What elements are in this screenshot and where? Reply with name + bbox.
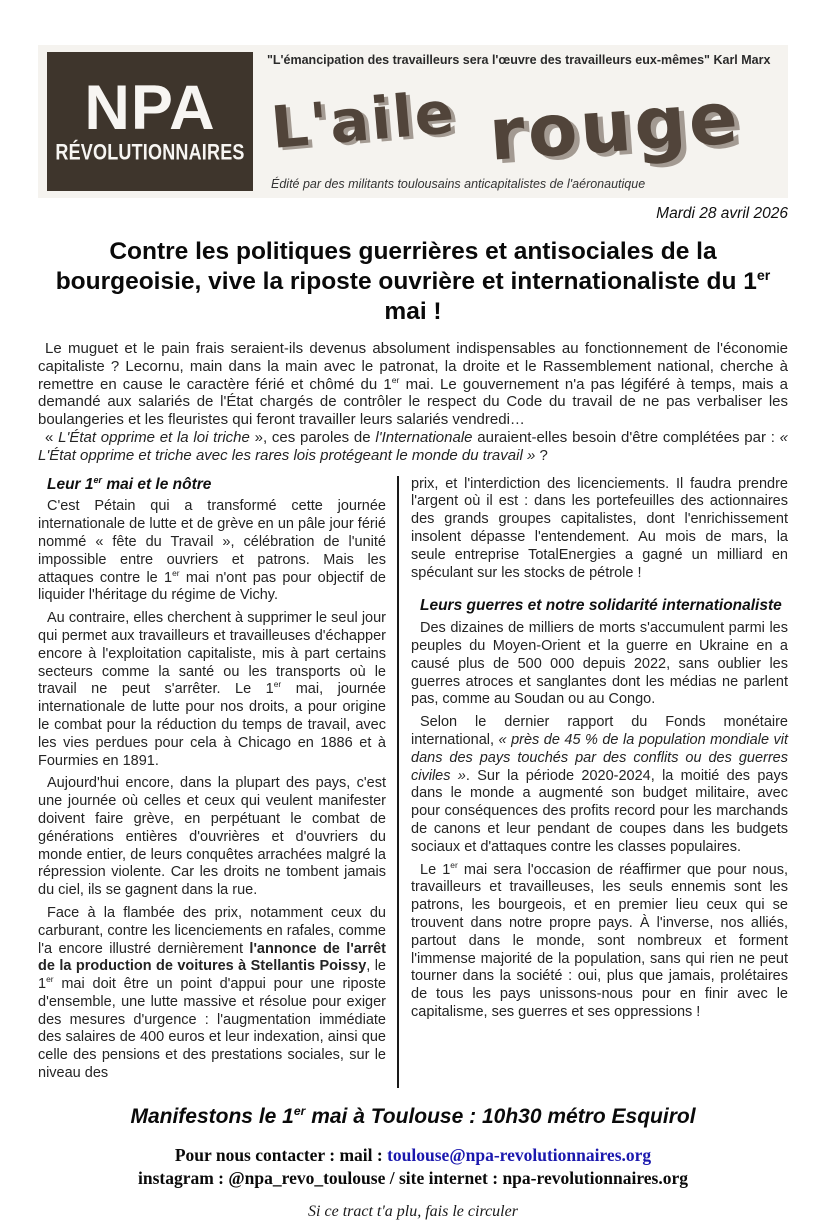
paper-title-word-1: L'aile [268, 78, 459, 162]
email-link: toulouse@npa-revolutionnaires.org [387, 1144, 652, 1165]
body-paragraph: prix, et l'interdiction des licenciements. Il faudra prendre l'argent où il est : dans les portefeuilles des actionnaires des grands groupes capitalistes, dont l'enrichissement insolent dépasse l'entendement. Au mois de mars, la seule entreprise TotalEnergies a gagné un milliard en spéculant sur les stocks de pétrole ! [411, 475, 788, 581]
body-paragraph: Des dizaines de milliers de morts s'accumulent parmi les peuples du Moyen-Orient et la guerre en Ukraine en a causé plus de 500 000 depuis 2022, sans oublier les guerres atroces et sanglantes dont les médias ne parlent pas, comme au Soudan ou au Congo. [411, 620, 788, 708]
edited-by-line: Édité par des militants toulousains anticapitalistes de l'aéronautique [271, 177, 646, 191]
paper-title-word-2: rouge [486, 75, 744, 177]
closing-line: Si ce tract t'a plu, fais le circuler [308, 1202, 518, 1220]
paper-title [267, 70, 779, 182]
intro-paragraph-2: « L'État opprime et la loi triche », ces paroles de l'Internationale auraient-elles besoin d'être complétées par : « L'État opprime et triche avec les rares lois protégeant le monde du travail » ? [38, 428, 789, 464]
contact-line-2: instagram : @npa_revo_toulouse / site internet : npa-revolutionnaires.org [137, 1167, 688, 1188]
right-column [399, 476, 788, 1088]
contact-line-1 [38, 1144, 788, 1167]
section-title-right: Leurs guerres et notre solidarité internationaliste [420, 597, 782, 615]
manifestation-call: Manifestons le 1er mai à Toulouse : 10h30 métro Esquirol [130, 1103, 696, 1128]
body-paragraph: C'est Pétain qui a transformé cette journée internationale de lutte et de grève en un pâle jour férié nommé « fête du Travail », célébration de l'unité impossible entre ouvriers et patrons. Mais les attaques contre le 1er mai n'ont pas pour objectif de liquider l'héritage du régime de Vichy. [38, 498, 386, 604]
body-paragraph: Face à la flambée des prix, notamment ceux du carburant, contre les licenciements en rafales, comme l'a encore illustré dernièrement l'annonce de l'arrêt de la production de voitures à Stellantis Poissy, le 1er mai doit être un point d'appui pour une riposte d'ensemble, une lutte massive et résolue pour exiger des mesures d'urgence : l'augmentation immédiate des salaires de 400 euros et leur indexation, ainsi que celle des pensions et des prestations sociales, sur le niveau des [38, 904, 387, 1082]
contact-block [38, 1144, 788, 1190]
tract-page [0, 45, 826, 1220]
left-column [38, 476, 397, 1088]
section-title-left: Leur 1er mai et le nôtre [47, 474, 212, 493]
npa-logo-subtitle: RÉVOLUTIONNAIRES [55, 139, 245, 165]
main-headline: Contre les politiques guerrières et antisociales de la bourgeoisie, vive la riposte ouvrière et internationaliste du 1er mai ! [55, 238, 771, 325]
masthead [38, 45, 788, 198]
contact-prefix: Pour nous contacter : mail : [174, 1144, 388, 1165]
issue-date: Mardi 28 avril 2026 [656, 205, 788, 222]
npa-logo-acronym: NPA [84, 72, 216, 143]
masthead-right [267, 52, 779, 191]
npa-logo [47, 52, 253, 191]
intro-block [38, 340, 788, 465]
intro-paragraph-1: Le muguet et le pain frais seraient-ils devenus absolument indispensables au fonctionnement de l'économie capitaliste ? Lecornu, main dans la main avec le patronat, la droite et le Rassemblement national, cherche à remettre en cause le caractère férié et chômé du 1er mai. Le gouvernement n'a pas légiféré à temps, mais a demandé aux salariés de l'État chargés de contrôler le respect du Code du travail de ne pas verbaliser les boulangeries et les fleuristes qui feront travailler leurs salariés vendredi… [38, 340, 788, 429]
marx-quote: "L'émancipation des travailleurs sera l'œuvre des travailleurs eux-mêmes" Karl Marx [267, 53, 771, 67]
body-paragraph: Au contraire, elles cherchent à supprimer le seul jour qui permet aux travailleurs et travailleuses d'échapper encore à l'exploitation capitaliste, mis à part certains secteurs comme la santé ou les transports où le travail ne peut s'arrêter. Le 1er mai, journée internationale de lutte pour nos droits, a pour origine le combat pour la réduction du temps de travail, avec les vies perdues pour cela à Chicago en 1886 et à Fourmies en 1891. [38, 610, 386, 769]
body-paragraph: Aujourd'hui encore, dans la plupart des pays, c'est une journée où celles et ceux qui veulent manifester doivent faire grève, en perpétuant le combat de générations entières d'ouvrières et d'ouvriers du monde entier, de leurs conquêtes arrachées malgré la répression violente. Car les droits ne tombent jamais du ciel, ils se gagnent dans la rue. [38, 775, 386, 899]
body-paragraph: Selon le dernier rapport du Fonds monétaire international, « près de 45 % de la population mondiale vit dans des pays touchés par des conflits ou des guerres civiles ». Sur la période 2020-2024, la moitié des pays dans le monde a augmenté son budget militaire, avec pour conséquences des profits record pour les marchands de canons et leur pendant de coupes dans les budgets sociaux et d'attaques contre les classes populaires. [411, 714, 789, 855]
body-paragraph: Le 1er mai sera l'occasion de réaffirmer que pour nous, travailleurs et travailleuses, les seuls ennemis sont les patrons, les bourgeois, et en premier lieu ceux qui se trouvent dans notre propre pays. À l'inverse, nos alliés, partout dans le monde, sont nombreux et forment l'immense majorité de la population, sans qui rien ne peut tourner dans la société : oui, plus que jamais, prolétaires de tous les pays unissons-nous pour en finir avec le capitalisme, ses guerres et ses oppressions ! [411, 859, 788, 1020]
body-columns [38, 476, 788, 1088]
